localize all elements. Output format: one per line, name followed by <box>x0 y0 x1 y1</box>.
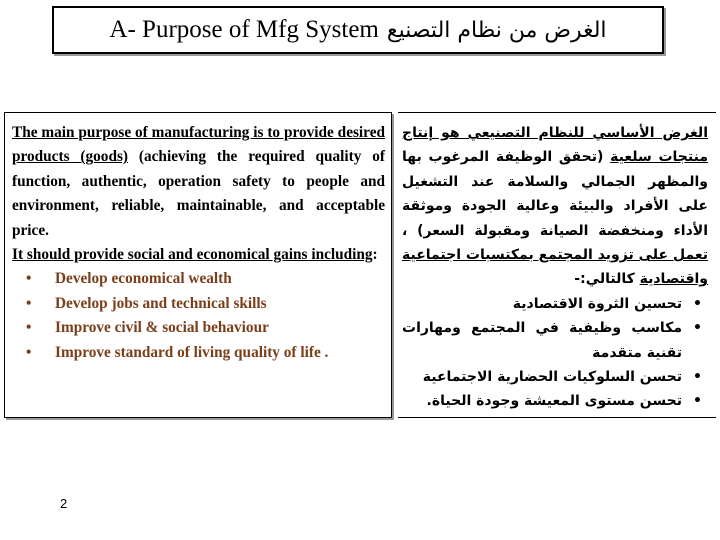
arabic-text-box <box>398 112 716 418</box>
arabic-bullet-item: • تحسن مستوى المعيشة وجودة الحياة. <box>402 389 682 413</box>
arabic-bullet-item: • تحسين الثروة الاقتصادية <box>402 292 682 316</box>
english-purpose-underlined: The main purpose of manufacturing is to provide desired products (goods) <box>12 124 385 166</box>
english-paragraph-purpose <box>12 121 385 243</box>
arabic-gains-rest: كالتالي:- <box>574 271 640 288</box>
english-bullet-item: • Develop jobs and technical skills <box>55 292 385 316</box>
arabic-purpose-details: (تحقق الوظيفة المرغوب بها والمظهر الجمالي والسلامة عند التشغيل على الأفراد والبيئة وعالية الجودة وموثقة الأداء ومنخفضة الصيانة ومقبولة السعر) ، <box>402 149 708 239</box>
english-paragraph-gains <box>12 243 385 267</box>
slide-title-english: A- Purpose of Mfg System <box>109 16 379 43</box>
english-bullet-item: • Improve civil & social behaviour <box>55 316 385 340</box>
slide-title-arabic: الغرض من نظام التصنيع <box>386 17 607 43</box>
page-number: 2 <box>60 496 68 511</box>
arabic-bullet-list <box>402 292 708 414</box>
english-text-box <box>4 112 392 418</box>
english-gains-colon: : <box>372 246 378 264</box>
english-bullet-item: • Develop economical wealth <box>55 267 385 291</box>
arabic-paragraph-purpose <box>402 121 708 292</box>
english-purpose-details: (achieving the required quality of function, authentic, operation safety to people and environment, reliable, maintainable, and acceptable price. <box>12 148 385 239</box>
arabic-purpose-underlined: الغرض الأساسي للنظام التصنيعي هو إنتاج منتجات سلعية <box>402 125 708 166</box>
english-bullet-list <box>12 267 385 365</box>
slide-title <box>52 6 664 54</box>
arabic-bullet-item: • مكاسب وظيفية في المجتمع ومهارات تقنية متقدمة <box>402 316 682 365</box>
arabic-bullet-item: • تحسن السلوكيات الحضارية الاجتماعية <box>402 365 682 389</box>
arabic-gains-underlined: تعمل على تزويد المجتمع بمكتسبات اجتماعية واقتصادية <box>402 247 708 288</box>
english-bullet-item: • Improve standard of living quality of life . <box>55 341 385 365</box>
english-gains-underlined: It should provide social and economical gains including <box>12 246 373 264</box>
